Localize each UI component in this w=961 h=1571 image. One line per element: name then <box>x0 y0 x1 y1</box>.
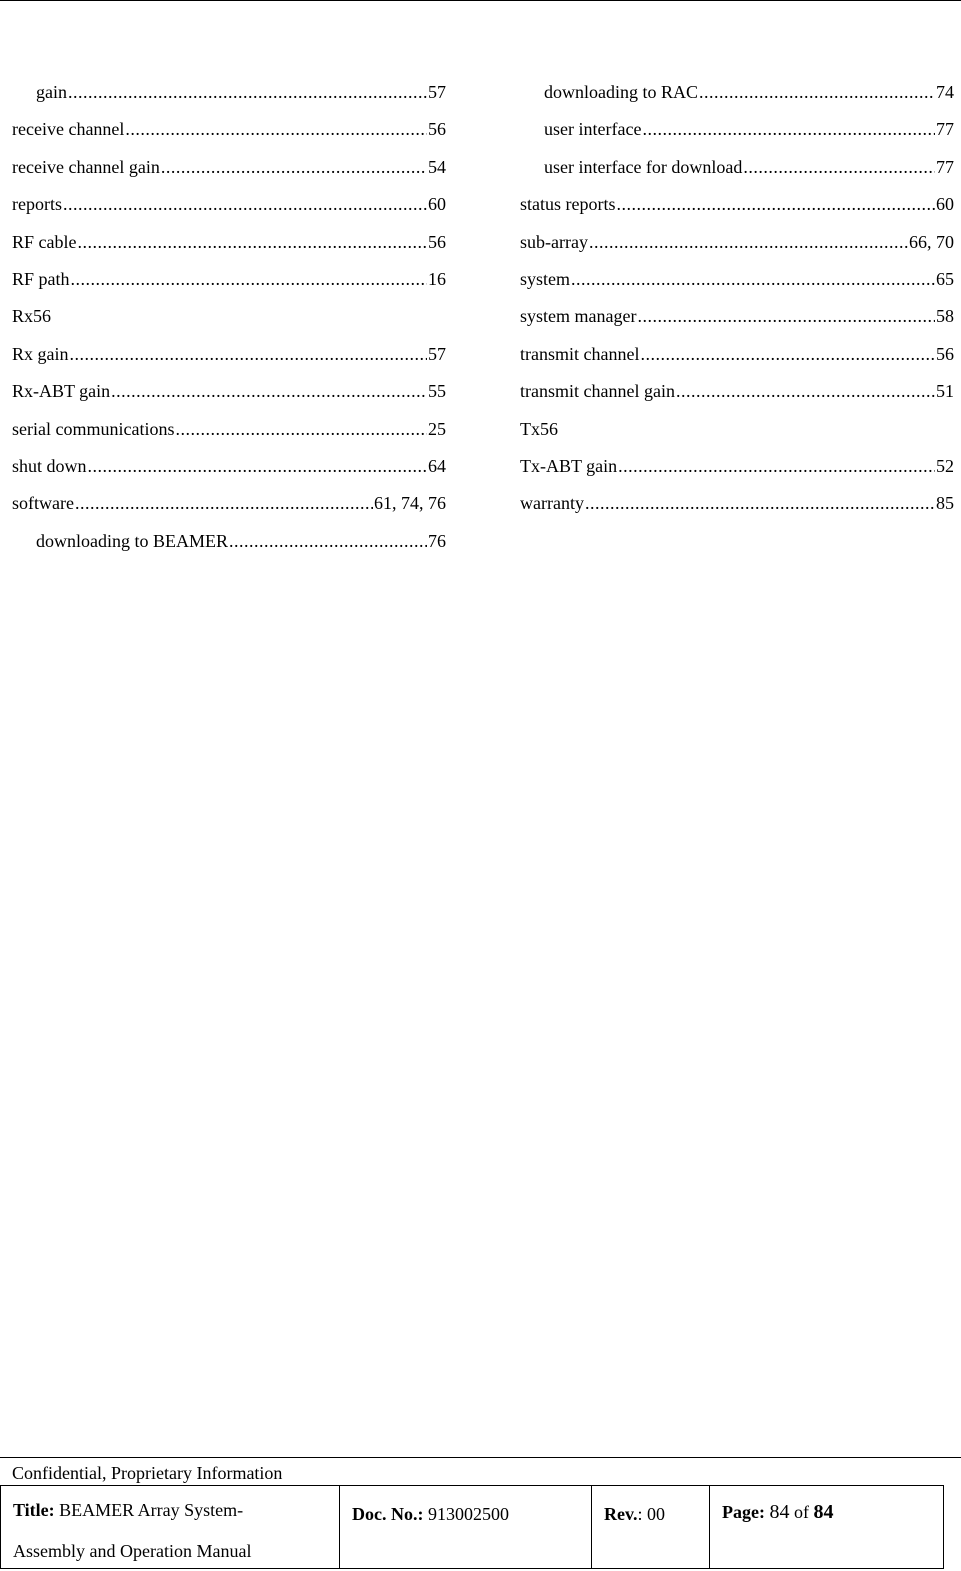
revision-cell <box>592 1486 710 1568</box>
index-page-numbers: 76 <box>428 530 446 551</box>
title-label: Title: <box>13 1500 55 1520</box>
index-entry <box>12 373 446 410</box>
dot-leader <box>71 261 427 298</box>
index-page-numbers: 65 <box>936 268 954 289</box>
index-entry <box>12 448 446 485</box>
index-page-numbers: 61, 74, 76 <box>374 493 446 514</box>
index-term: shut down <box>12 455 87 476</box>
index-page-numbers: 60 <box>428 194 446 215</box>
index-entry <box>520 186 954 223</box>
index-term: transmit channel <box>520 343 640 364</box>
index-page-numbers: 55 <box>428 381 446 402</box>
page-current: 84 <box>769 1501 790 1523</box>
title-line-2: Assembly and Operation Manual <box>13 1541 252 1561</box>
title-line-1: BEAMER Array System- <box>59 1500 244 1520</box>
dot-leader <box>743 149 935 186</box>
dot-leader <box>616 186 935 223</box>
index-term: downloading to RAC <box>544 82 699 102</box>
rev-label: Rev. <box>604 1504 638 1524</box>
index-term: Tx-ABT gain <box>520 455 618 476</box>
dot-leader <box>111 373 427 410</box>
page-of: of <box>793 1502 809 1522</box>
index-page-numbers: 57 <box>428 343 446 364</box>
index-entry <box>12 74 446 111</box>
doc-label: Doc. No.: <box>352 1504 424 1524</box>
index-term: system <box>520 268 571 289</box>
index-page-numbers: 64 <box>428 455 446 476</box>
dot-leader <box>88 448 427 485</box>
page-total: 84 <box>813 1501 834 1523</box>
index-page-numbers: 51 <box>936 381 954 402</box>
dot-leader <box>70 336 428 373</box>
dot-leader <box>585 485 935 522</box>
dot-leader <box>63 186 427 223</box>
index-entry <box>520 224 954 261</box>
dot-leader <box>676 373 935 410</box>
index-term: Rx56 <box>12 306 52 327</box>
dot-leader <box>161 149 427 186</box>
index-term: receive channel <box>12 119 125 140</box>
dot-leader <box>75 485 373 522</box>
footer-table <box>0 1485 944 1569</box>
index-entry <box>12 523 446 560</box>
index-entry <box>12 298 446 335</box>
index-entry <box>520 261 954 298</box>
confidential-notice: Confidential, Proprietary Information <box>12 1463 283 1483</box>
index-entry <box>12 186 446 223</box>
index-entry <box>520 373 954 410</box>
index-term: status reports <box>520 194 616 215</box>
index-term: Rx gain <box>12 343 69 364</box>
index-page-numbers: 60 <box>936 194 954 215</box>
index-term: reports <box>12 194 62 215</box>
index-page-numbers: 56 <box>936 343 954 364</box>
index-entry <box>520 149 954 186</box>
index-entry <box>520 111 954 148</box>
index-term: warranty <box>520 493 584 514</box>
title-cell <box>1 1486 340 1568</box>
dot-leader <box>68 74 427 111</box>
index-entry <box>12 261 446 298</box>
index-term: transmit channel gain <box>520 381 675 402</box>
index-term: RF cable <box>12 231 77 252</box>
index-entry <box>12 224 446 261</box>
index-term: RF path <box>12 268 70 289</box>
dot-leader <box>229 523 427 560</box>
index-entry <box>12 149 446 186</box>
index-column-right <box>520 74 954 523</box>
index-term: system manager <box>520 306 637 327</box>
dot-leader <box>618 448 935 485</box>
index-term: gain <box>36 82 67 102</box>
dot-leader <box>699 74 935 111</box>
index-term: user interface <box>544 119 642 140</box>
dot-leader <box>637 298 935 335</box>
index-entry <box>520 74 954 111</box>
dot-leader <box>589 224 908 261</box>
index-page-numbers: 57 <box>428 82 446 102</box>
index-term: Tx56 <box>520 418 558 439</box>
top-rule <box>0 0 961 1</box>
index-page-numbers: 52 <box>936 455 954 476</box>
rev-value: : 00 <box>637 1504 666 1524</box>
footer-rule <box>0 1457 961 1458</box>
dot-leader <box>571 261 935 298</box>
index-page-numbers: 66, 70 <box>909 231 954 252</box>
page-label: Page: <box>722 1502 765 1522</box>
index-entry <box>520 336 954 373</box>
index-page-numbers: 56 <box>428 231 446 252</box>
index-term: serial communications <box>12 418 175 439</box>
dot-leader <box>78 224 428 261</box>
dot-leader <box>175 411 427 448</box>
dot-leader <box>642 111 935 148</box>
index-page-numbers: 85 <box>936 493 954 514</box>
index-term: user interface for download <box>544 156 743 177</box>
index-page-numbers: 58 <box>936 306 954 327</box>
index-entry <box>520 411 954 448</box>
doc-value: 913002500 <box>427 1504 509 1524</box>
index-term: software <box>12 493 74 514</box>
index-entry <box>12 411 446 448</box>
index-page-numbers: 54 <box>428 156 446 177</box>
index-page-numbers: 74 <box>936 82 954 102</box>
index-column-left <box>12 74 446 560</box>
index-page-numbers: 16 <box>428 268 446 289</box>
index-page-numbers: 25 <box>428 418 446 439</box>
dot-leader <box>125 111 427 148</box>
index-entry <box>12 111 446 148</box>
page-cell <box>710 1486 943 1568</box>
index-page-numbers: 56 <box>428 119 446 140</box>
index-term: sub-array <box>520 231 588 252</box>
index-entry <box>520 298 954 335</box>
index-page-numbers: 77 <box>936 156 954 177</box>
index-entry <box>520 485 954 522</box>
index-entry <box>12 336 446 373</box>
index-term: receive channel gain <box>12 156 160 177</box>
index-page-numbers: 77 <box>936 119 954 140</box>
index-entry <box>520 448 954 485</box>
dot-leader <box>640 336 935 373</box>
doc-number-cell <box>340 1486 592 1568</box>
index-entry <box>12 485 446 522</box>
index-term: Rx-ABT gain <box>12 381 111 402</box>
index-term: downloading to BEAMER <box>36 530 228 551</box>
